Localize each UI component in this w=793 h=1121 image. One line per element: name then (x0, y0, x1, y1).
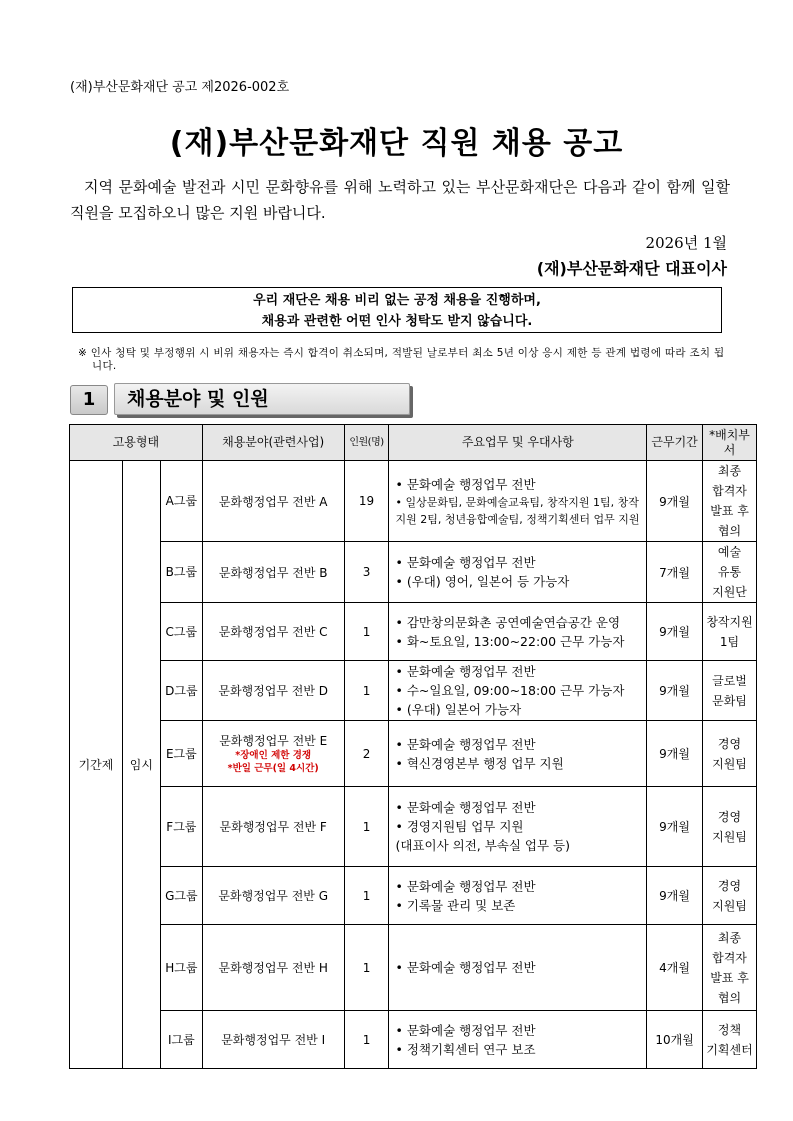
dept-line: 경영 (717, 736, 742, 751)
field-cell (202, 603, 344, 661)
dept-line: 최종 (717, 464, 742, 478)
dept-cell (703, 721, 757, 787)
field-cell (202, 1011, 344, 1069)
field-cell (202, 787, 344, 867)
duties-cell (389, 867, 647, 925)
field-label: 문화행정업무 전반 A (218, 494, 328, 509)
group-label: B그룹 (165, 565, 198, 579)
duty-item: • 문화예술 행정업무 전반 (395, 555, 536, 570)
table-header-row (70, 425, 757, 461)
duties-cell (389, 661, 647, 721)
count-cell: 1 (344, 925, 389, 1011)
duty-item: • (우대) 영어, 일본어 등 가능자 (395, 574, 570, 589)
field-label: 문화행정업무 전반 C (218, 625, 328, 639)
emp-sub-cell: 임시 (122, 461, 160, 1069)
group-cell (160, 603, 202, 661)
dept-cell (703, 867, 757, 925)
count-cell: 3 (344, 542, 389, 603)
emp-type-cell: 기간제 (70, 461, 123, 1069)
header-count: 인원(명) (344, 425, 389, 461)
duty-item: • 기록물 관리 및 보존 (395, 897, 516, 913)
group-cell (160, 925, 202, 1011)
fair-notice-line1: 우리 재단은 채용 비리 없는 공정 채용을 진행하며, (253, 293, 541, 308)
dept-cell (703, 787, 757, 867)
table-row (70, 925, 757, 1011)
duty-item: • 감만창의문화촌 공연예술연습공간 운영 (395, 614, 621, 630)
dept-line: 글로벌 (712, 673, 747, 688)
duty-item: • 정책기획센터 연구 보조 (395, 1041, 536, 1057)
table-row (70, 1011, 757, 1069)
field-label: 문화행정업무 전반 F (219, 820, 327, 834)
period-cell: 9개월 (647, 721, 703, 787)
field-cell (202, 461, 344, 542)
duty-text: 문화예술 행정업무 전반 (406, 878, 536, 894)
duty-text: (대표이사 의전, 부속실 업무 등) (395, 838, 571, 853)
group-cell (160, 1011, 202, 1069)
duties-cell (389, 603, 647, 661)
group-cell (160, 721, 202, 787)
dept-line: 최종 (717, 930, 742, 945)
group-label: A그룹 (165, 494, 198, 508)
header-emp-type: 고용형태 (70, 425, 203, 461)
duties-cell (389, 1011, 647, 1069)
recruitment-table (69, 424, 757, 1069)
duty-item: • 일상문화팀, 문화예술교육팀, 창작지원 1팀, 창작지원 2팀, 청년융합예술팀, 정책기획센터 업무 지원 (395, 495, 640, 526)
duty-text: (우대) 일본어 가능자 (406, 702, 522, 717)
dept-line: 정책 (717, 1022, 742, 1037)
field-label: 문화행정업무 전반 B (218, 565, 328, 580)
field-cell (202, 721, 344, 787)
duty-text: 수~일요일, 09:00~18:00 근무 가능자 (406, 683, 625, 698)
field-label: 문화행정업무 전반 E (219, 734, 328, 748)
dept-line: 합격자 (712, 950, 747, 965)
dept-cell (703, 542, 757, 603)
fair-notice-line2: 채용과 관련한 어떤 인사 청탁도 받지 않습니다. (261, 314, 533, 329)
intro-paragraph: 지역 문화예술 발전과 시민 문화향유를 위해 노력하고 있는 부산문화재단은 다음과 같이 함께 일할 직원을 모집하오니 많은 지원 바랍니다. (70, 178, 730, 222)
period-cell: 9개월 (647, 603, 703, 661)
group-label: F그룹 (166, 819, 197, 834)
duty-text: 경영지원팀 업무 지원 (406, 819, 524, 834)
field-note-disability: *장애인 제한 경쟁 (235, 750, 312, 761)
field-cell (202, 661, 344, 721)
count-cell: 1 (344, 867, 389, 925)
table-row (70, 661, 757, 721)
duty-item: • 문화예술 행정업무 전반 (395, 664, 536, 679)
period-cell: 7개월 (647, 542, 703, 603)
duty-item: • (우대) 일본어 가능자 (395, 702, 522, 717)
dept-line: 기획센터 (706, 1042, 753, 1057)
table-row (70, 603, 757, 661)
header-period: 근무기간 (647, 425, 703, 461)
period-cell: 9개월 (647, 661, 703, 721)
count-cell: 1 (344, 787, 389, 867)
notice-number: (재)부산문화재단 공고 제2026-002호 (70, 80, 290, 95)
duties-cell (389, 925, 647, 1011)
duty-text: 감만창의문화촌 공연예술연습공간 운영 (406, 614, 621, 630)
duty-item: • 문화예술 행정업무 전반 (395, 878, 536, 894)
dept-cell (703, 1011, 757, 1069)
duties-cell (389, 542, 647, 603)
signature: (재)부산문화재단 대표이사 (536, 259, 727, 278)
duty-text: 화~토요일, 13:00~22:00 근무 가능자 (406, 633, 625, 649)
dept-line: 협의 (717, 524, 742, 538)
period-cell: 4개월 (647, 925, 703, 1011)
dept-line: 지원단 (712, 585, 747, 599)
duty-item: • 혁신경영본부 행정 업무 지원 (395, 755, 564, 771)
dept-line: 지원팀 (712, 829, 747, 844)
duty-item: • 문화예술 행정업무 전반 (395, 1022, 536, 1038)
field-cell (202, 542, 344, 603)
group-cell (160, 867, 202, 925)
group-cell (160, 661, 202, 721)
duty-item: • 문화예술 행정업무 전반 (395, 736, 536, 752)
dept-line: 예술 (717, 545, 742, 559)
dept-cell (703, 661, 757, 721)
dept-line: 지원팀 (712, 898, 747, 913)
field-cell (202, 925, 344, 1011)
period-cell: 9개월 (647, 461, 703, 542)
duty-text: 기록물 관리 및 보존 (406, 897, 516, 913)
dept-line: 창작지원 (706, 614, 753, 629)
dept-cell (703, 925, 757, 1011)
dept-line: 유통 (717, 565, 742, 579)
count-cell: 1 (344, 1011, 389, 1069)
header-field: 채용분야(관련사업) (202, 425, 344, 461)
duty-item: • 화~토요일, 13:00~22:00 근무 가능자 (395, 633, 625, 649)
dept-line: 합격자 (712, 484, 747, 498)
dept-line: 발표 후 (710, 504, 749, 518)
announcement-date: 2026년 1월 (645, 234, 727, 252)
duties-cell (389, 461, 647, 542)
group-label: D그룹 (165, 683, 198, 698)
field-label: 문화행정업무 전반 I (221, 1033, 326, 1047)
duty-text: 문화예술 행정업무 전반 (406, 736, 536, 752)
duty-text: 문화예술 행정업무 전반 (406, 476, 536, 492)
period-cell: 10개월 (647, 1011, 703, 1069)
field-label: 문화행정업무 전반 D (218, 684, 328, 698)
group-label: C그룹 (165, 624, 198, 639)
fair-hiring-notice (72, 287, 722, 333)
dept-line: 협의 (717, 990, 742, 1005)
table-row (70, 721, 757, 787)
table-row (70, 542, 757, 603)
period-cell: 9개월 (647, 787, 703, 867)
count-cell: 1 (344, 603, 389, 661)
duty-text: 정책기획센터 연구 보조 (406, 1041, 536, 1057)
dept-line: 경영 (717, 878, 742, 893)
duties-cell (389, 787, 647, 867)
duty-item (395, 836, 644, 855)
duty-text: 일상문화팀, 문화예술교육팀, 창작지원 1팀, 창작지원 2팀, 청년융합예술팀, 정책기획센터 업무 지원 (395, 495, 640, 526)
duty-text: 혁신경영본부 행정 업무 지원 (406, 755, 564, 771)
count-cell: 2 (344, 721, 389, 787)
group-label: I그룹 (167, 1032, 195, 1047)
header-dept: *배치부서 (703, 425, 757, 461)
dept-line: 지원팀 (712, 756, 747, 771)
dept-cell (703, 603, 757, 661)
section-number: 1 (70, 385, 108, 415)
footnote: ※ 인사 청탁 및 부정행위 시 비위 채용자는 즉시 합격이 취소되며, 적발된 날로부터 최소 5년 이상 응시 제한 등 관계 법령에 따라 조치 됩니다. (78, 347, 725, 372)
page-title: (재)부산문화재단 직원 채용 공고 (169, 126, 624, 161)
duty-text: 문화예술 행정업무 전반 (406, 960, 536, 975)
duty-text: 문화예술 행정업무 전반 (406, 800, 536, 815)
dept-cell (703, 461, 757, 542)
duty-item: • 문화예술 행정업무 전반 (395, 960, 536, 975)
period-cell: 9개월 (647, 867, 703, 925)
duty-text: (우대) 영어, 일본어 등 가능자 (406, 574, 570, 589)
dept-line: 발표 후 (710, 970, 749, 985)
group-label: G그룹 (165, 888, 198, 903)
dept-line: 경영 (717, 809, 742, 824)
table-row (70, 787, 757, 867)
duty-item: • 수~일요일, 09:00~18:00 근무 가능자 (395, 683, 625, 698)
duty-item: • 문화예술 행정업무 전반 (395, 800, 536, 815)
group-cell (160, 787, 202, 867)
duty-text: 문화예술 행정업무 전반 (406, 1022, 536, 1038)
group-label: E그룹 (165, 746, 197, 761)
duty-text: 문화예술 행정업무 전반 (406, 555, 536, 570)
group-cell (160, 542, 202, 603)
field-cell (202, 867, 344, 925)
dept-line: 문화팀 (712, 693, 747, 708)
duty-text: 문화예술 행정업무 전반 (406, 664, 536, 679)
count-cell: 1 (344, 661, 389, 721)
duties-cell (389, 721, 647, 787)
header-duties: 주요업무 및 우대사항 (389, 425, 647, 461)
section-title: 채용분야 및 인원 (114, 383, 410, 415)
count-cell: 19 (344, 461, 389, 542)
table-row (70, 867, 757, 925)
duty-item: • 경영지원팀 업무 지원 (395, 819, 524, 834)
table-row (70, 461, 757, 542)
field-note-halfday: *반일 근무(일 4시간) (227, 763, 319, 774)
field-label: 문화행정업무 전반 H (218, 961, 328, 975)
field-label: 문화행정업무 전반 G (218, 889, 329, 903)
group-label: H그룹 (165, 960, 198, 975)
dept-line: 1팀 (719, 634, 740, 649)
duty-item: • 문화예술 행정업무 전반 (395, 476, 536, 492)
group-cell (160, 461, 202, 542)
